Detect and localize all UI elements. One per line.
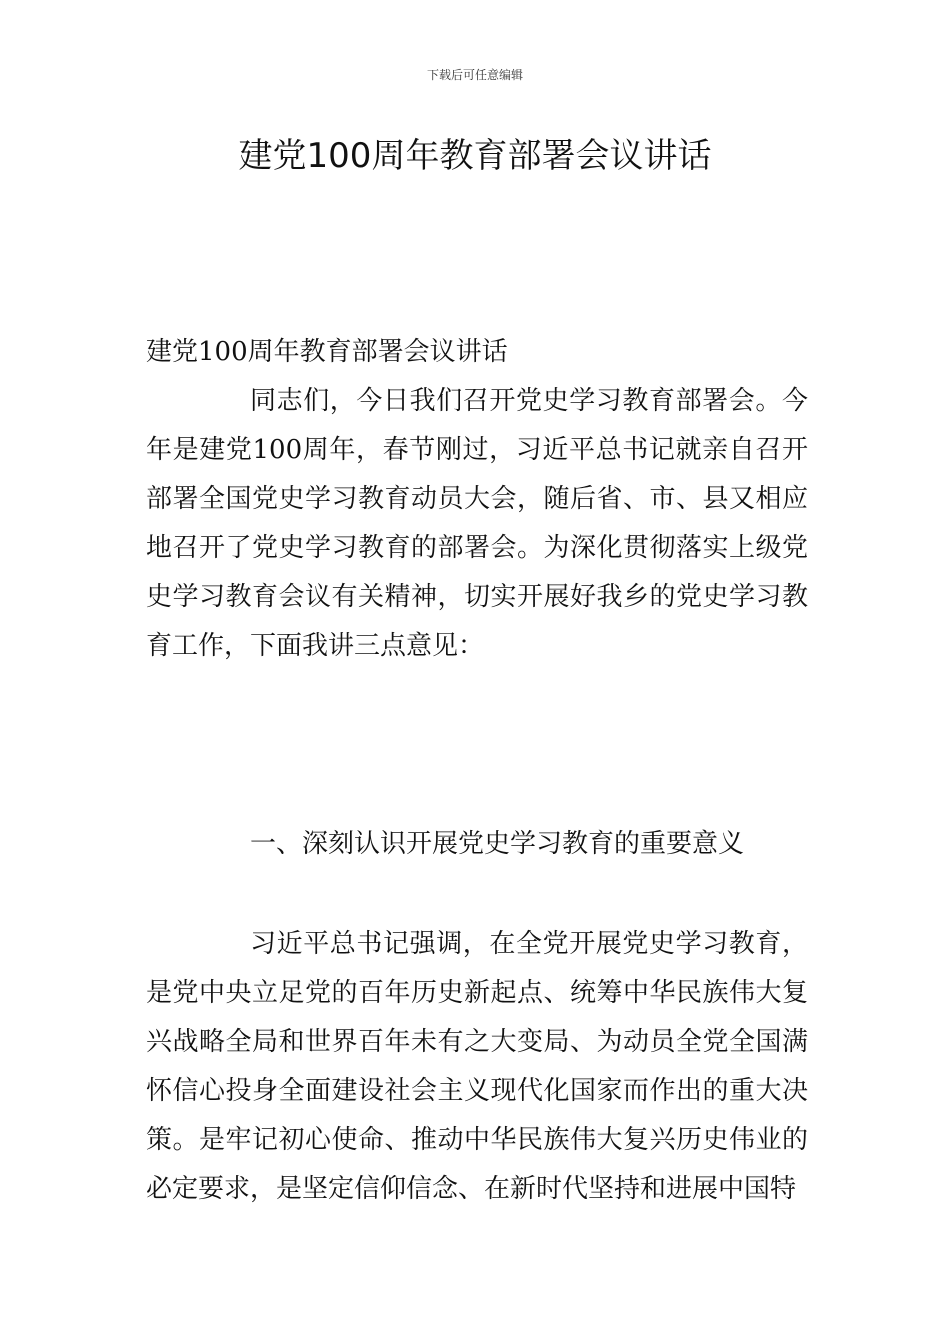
document-subtitle: 建党100周年教育部署会议讲话	[146, 337, 508, 367]
section-one-paragraph: 习近平总书记强调，在全党开展党史学习教育，是党中央立足党的百年历史新起点、统筹中华民族伟大复兴战略全局和世界百年未有之大变局、为动员全党全国满怀信心投身全面建设社会主义现代化国家而作出的重大决策。是牢记初心使命、推动中华民族伟大复兴历史伟业的必定要求，是坚定信仰信念、在新时代坚持和进展中国特	[146, 929, 808, 1204]
section-one-heading: 一、深刻认识开展党史学习教育的重要意义	[250, 829, 745, 859]
header-note: 下载后可任意编辑	[426, 68, 523, 82]
page-title: 建党100周年教育部署会议讲话	[238, 136, 712, 176]
intro-paragraph: 同志们，今日我们召开党史学习教育部署会。今年是建党100周年，春节刚过，习近平总书记就亲自召开部署全国党史学习教育动员大会，随后省、市、县又相应地召开了党史学习教育的部署会。为深化贯彻落实上级党史学习教育会议有关精神，切实开展好我乡的党史学习教育工作，下面我讲三点意见：	[146, 386, 808, 661]
